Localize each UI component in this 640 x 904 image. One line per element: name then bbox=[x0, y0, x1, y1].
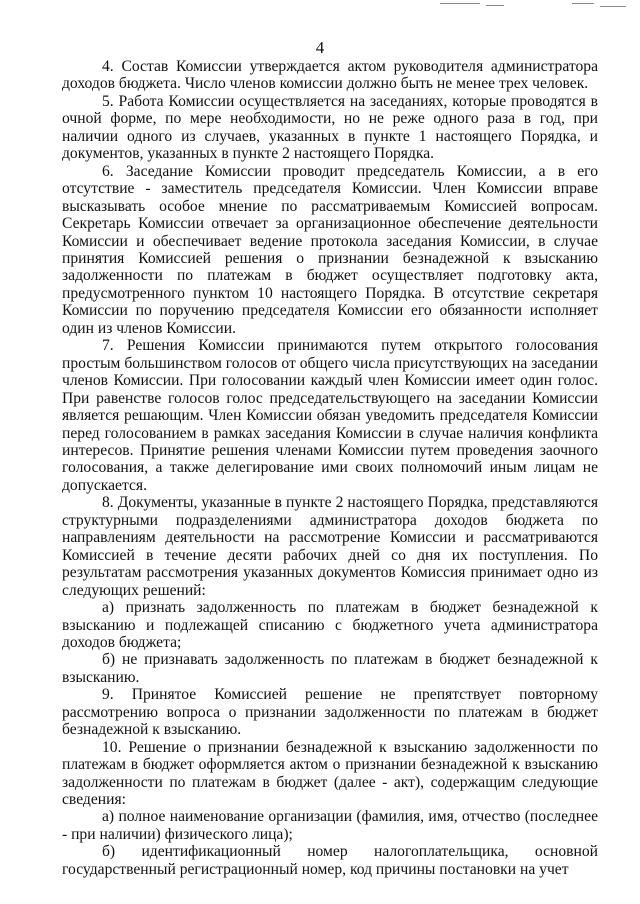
paragraph-9: 9. Принятое Комиссией решение не препятствует повторному рассмотрению вопроса о признании задолженности по платежам в бюджет безнадежной к взысканию. bbox=[62, 686, 598, 739]
paragraph-10b: б) идентификационный номер налогоплательщика, основной государственный регистрационный номер, код причины постановки на учет bbox=[62, 843, 598, 878]
paragraph-10a: а) полное наименование организации (фамилия, имя, отчество (последнее - при наличии) физического лица); bbox=[62, 808, 598, 843]
document-body bbox=[62, 58, 598, 878]
scan-artifact bbox=[572, 3, 594, 4]
paragraph-8a: а) признать задолженность по платежам в бюджет безнадежной к взысканию и подлежащей списанию с бюджетного учета администратора доходов бюджета; bbox=[62, 599, 598, 651]
scan-artifact bbox=[486, 5, 504, 6]
paragraph-10: 10. Решение о признании безнадежной к взысканию задолженности по платежам в бюджет оформляется актом о признании безнадежной к взысканию задолженности по платежам в бюджет (далее - акт), содержащим следующие сведения: bbox=[62, 738, 598, 809]
paragraph-6: 6. Заседание Комиссии проводит председатель Комиссии, а в его отсутствие - заместитель председателя Комиссии. Член Комиссии вправе высказывать особое мнение по рассматриваемым Комиссией вопросам. Секретарь Комиссии отвечает за организационное обеспечение деятельности Комиссии и обеспечивает ведение протокола заседания Комиссии, в случае принятия Комиссией решения о признании безнадежной к взысканию задолженности по платежам в бюджет осуществляет подготовку акта, предусмотренного пунктом 10 настоящего Порядка. В отсутствие секретаря Комиссии по поручению председателя Комиссии его обязанности исполняет один из членов Комиссии. bbox=[62, 162, 598, 337]
scan-artifact bbox=[600, 6, 626, 7]
paragraph-8: 8. Документы, указанные в пункте 2 настоящего Порядка, представляются структурными подразделениями администратора доходов бюджета по направлениям деятельности на рассмотрение Комиссии и рассматриваются Комиссией в течение десяти рабочих дней со дня их поступления. По результатам рассмотрения указанных документов Комиссия принимает одно из следующих решений: bbox=[62, 494, 598, 599]
paragraph-7: 7. Решения Комиссии принимаются путем открытого голосования простым большинством голосов от общего числа присутствующих на заседании членов Комиссии. При голосовании каждый член Комиссии имеет один голос. При равенстве голосов голос председательствующего на заседании Комиссии является решающим. Член Комиссии обязан уведомить председателя Комиссии перед голосованием в рамках заседания Комиссии в случае наличия конфликта интересов. Принятие решения членами Комиссии путем проведения заочного голосования, а также делегирование ими своих полномочий иным лицам не допускается. bbox=[62, 337, 598, 494]
page-number: 4 bbox=[315, 38, 325, 57]
paragraph-5: 5. Работа Комиссии осуществляется на заседаниях, которые проводятся в очной форме, по мере необходимости, но не реже одного раза в год, при наличии одного из случаев, указанных в пункте 1 настоящего Порядка, и документов, указанных в пункте 2 настоящего Порядка. bbox=[62, 92, 598, 163]
scan-artifact bbox=[440, 3, 480, 4]
paragraph-4: 4. Состав Комиссии утверждается актом руководителя администратора доходов бюджета. Число членов комиссии должно быть не менее трех человек. bbox=[62, 58, 598, 93]
paragraph-8b: б) не признавать задолженность по платежам в бюджет безнадежной к взысканию. bbox=[62, 651, 598, 686]
